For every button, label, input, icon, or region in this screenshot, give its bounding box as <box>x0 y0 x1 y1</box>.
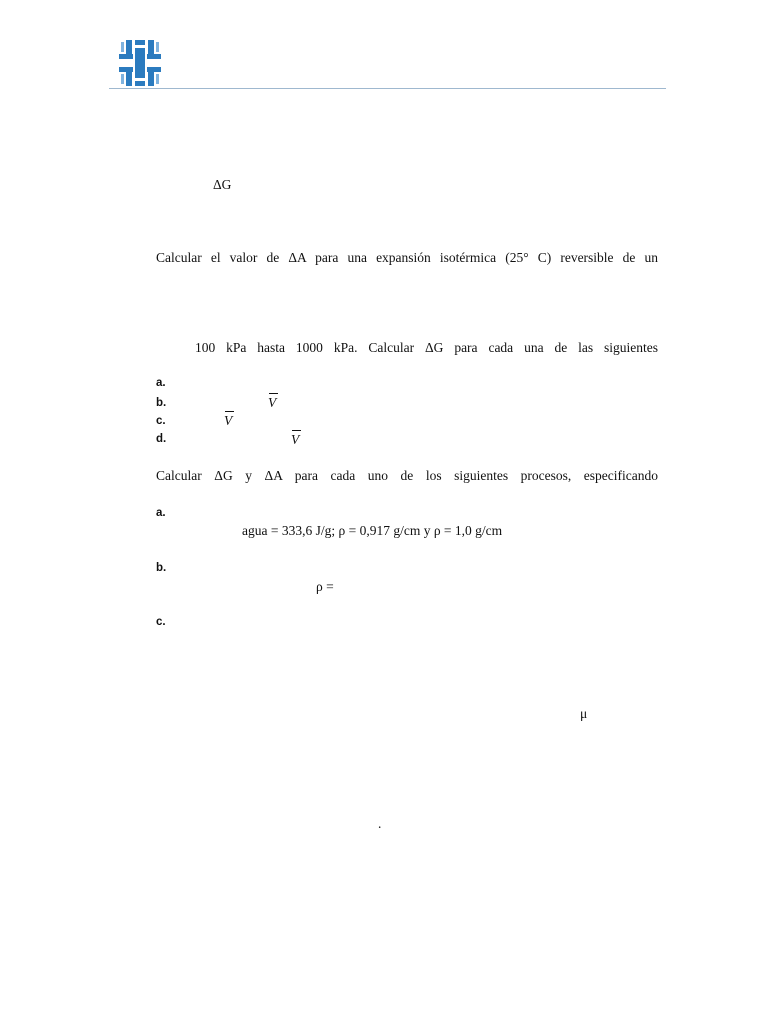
list-item-label: b. <box>156 562 167 574</box>
mu-symbol: μ <box>580 706 588 721</box>
stray-dot: . <box>378 816 382 831</box>
header-rule <box>109 88 666 89</box>
list-item-label: c. <box>156 616 166 628</box>
list-item-label: b. <box>156 397 167 409</box>
section-heading-symbol: ΔG <box>213 177 232 192</box>
exercise-3-text: Calcular ΔG y ΔA para cada uno de los siguientes procesos, especificando <box>156 468 658 483</box>
list-item-label: a. <box>156 507 166 519</box>
item-b-data: ρ = <box>316 579 334 594</box>
list-item-label: a. <box>156 377 166 389</box>
molar-volume-symbol: V <box>268 395 277 410</box>
molar-volume-symbol: V <box>224 413 233 428</box>
list-item-label: c. <box>156 415 166 427</box>
item-a-data: agua = 333,6 J/g; ρ = 0,917 g/cm y ρ = 1,0 g/cm <box>242 523 503 538</box>
exercise-2-text: 100 kPa hasta 1000 kPa. Calcular ΔG para cada una de las siguientes <box>195 340 658 355</box>
utn-logo-icon <box>119 38 161 88</box>
list-item-label: d. <box>156 433 167 445</box>
molar-volume-symbol: V <box>291 432 300 447</box>
exercise-1-text: Calcular el valor de ΔA para una expansión isotérmica (25° C) reversible de un <box>156 250 658 265</box>
